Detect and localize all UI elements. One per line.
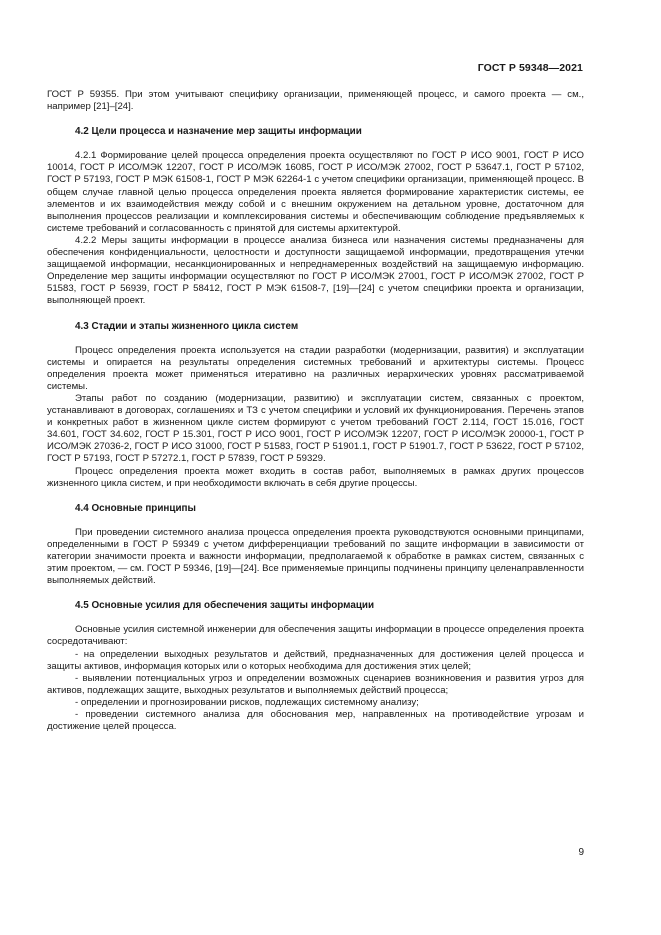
list-item: - проведении системного анализа для обоснования мер, направленных на противодействие угрозам и достижение целей процесса.: [47, 709, 584, 733]
paragraph-4-3-a: Процесс определения проекта используется на стадии разработки (модернизации, развития) и эксплуатации системы и опирается на результаты определения системных требований и архитектуры системы. Процесс определения проекта может применяться итеративно на различных иерархических уровнях рассматриваемой системы.: [47, 344, 584, 392]
list-item: - на определении выходных результатов и действий, предназначенных для достижения целей процесса и защиты активов, информация которых или о которых необходима для достижения этих целей;: [47, 648, 584, 672]
paragraph-4-3-b: Этапы работ по созданию (модернизации, развитию) и эксплуатации систем, связанных с проектом, устанавливают в договорах, соглашениях и ТЗ с учетом специфики и условий их функционирования. Перечень этапов и конкретных работ в жизненном цикле систем формируют с учетом требований ГОСТ 2.114, ГОСТ 15.016, ГОСТ 34.601, ГОСТ 34.602, ГОСТ Р 15.301, ГОСТ Р ИСО 9001, ГОСТ Р ИСО/МЭК 12207, ГОСТ Р ИСО/МЭК 20000-1, ГОСТ Р ИСО/МЭК 27036-2, ГОСТ Р ИСО 31000, ГОСТ Р 51583, ГОСТ Р 51901.1, ГОСТ Р 51901.7, ГОСТ Р 53622, ГОСТ Р 57102, ГОСТ Р 57193, ГОСТ Р 57272.1, ГОСТ Р 57839, ГОСТ Р 59329.: [47, 392, 584, 465]
intro-paragraph: ГОСТ Р 59355. При этом учитывают специфику организации, применяющей процесс, и самого проекта — см., например [21]–[24].: [47, 89, 584, 113]
document-body: [47, 89, 584, 733]
document-id-header: ГОСТ Р 59348—2021: [477, 62, 583, 74]
list-item: - определении и прогнозировании рисков, подлежащих системному анализу;: [75, 696, 419, 708]
paragraph-4-5: Основные усилия системной инженерии для обеспечения защиты информации в процессе определения проекта сосредотачивают:: [47, 624, 584, 648]
section-heading-4-2: 4.2 Цели процесса и назначение мер защиты информации: [75, 126, 362, 138]
page-number: 9: [578, 847, 584, 858]
section-heading-4-3: 4.3 Стадии и этапы жизненного цикла систем: [75, 320, 299, 332]
paragraph-4-3-c: Процесс определения проекта может входить в состав работ, выполняемых в рамках других процессов жизненного цикла систем, и при необходимости включать в себя другие процессы.: [47, 465, 584, 489]
paragraph-4-4: При проведении системного анализа процесса определения проекта руководствуются основными принципами, определенными в ГОСТ Р 59349 с учетом дифференциации требований по защите информации в зависимости от категории значимости проекта и важности информации, предполагаемой к обработке в рамках систем, связанных с этим проектом, — см. ГОСТ Р 59346, [19]—[24]. Все применяемые принципы подчинены принципу целенаправленности выполняемых действий.: [47, 526, 584, 587]
list-item: - выявлении потенциальных угроз и определении возможных сценариев возникновения и развития угроз для активов, подлежащих защите, выходных результатов и выполняемых действий процесса;: [47, 672, 584, 696]
paragraph-4-2-1: 4.2.1 Формирование целей процесса определения проекта осуществляют по ГОСТ Р ИСО 9001, ГОСТ Р ИСО 10014, ГОСТ Р ИСО/МЭК 12207, ГОСТ Р ИСО/МЭК 16085, ГОСТ Р ИСО/МЭК 27002, ГОСТ Р 53647.1, ГОСТ Р 57102, ГОСТ Р 57193, ГОСТ Р МЭК 61508-1, ГОСТ Р МЭК 62264-1 с учетом специфики организации, применяющей процесс. В общем случае главной целью процесса определения проекта является формирование характеристик системы, ее элементов и их взаимодействия между собой и с внешним окружением на детальном уровне, достаточном для выполнения процессов реализации и комплексирования системы и обеспечивающим соблюдение предъявляемых к системе требований и согласованность с принятой для системы архитектурой.: [47, 150, 584, 234]
section-heading-4-5: 4.5 Основные усилия для обеспечения защиты информации: [75, 600, 375, 612]
paragraph-4-2-2: 4.2.2 Меры защиты информации в процессе анализа бизнеса или назначения системы предназначены для обеспечения конфиденциальности, целостности и доступности защищаемой информации, предотвращения утечки защищаемой информации, несанкционированных и непреднамеренных воздействий на защищаемую информацию. Определение мер защиты информации осуществляют по ГОСТ Р ИСО/МЭК 27001, ГОСТ Р ИСО/МЭК 27002, ГОСТ Р 51583, ГОСТ Р 56939, ГОСТ Р 58412, ГОСТ Р МЭК 61508-7, [19]—[24] с учетом специфики проекта и организации, выполняющей проект.: [47, 234, 584, 307]
section-heading-4-4: 4.4 Основные принципы: [75, 502, 196, 514]
